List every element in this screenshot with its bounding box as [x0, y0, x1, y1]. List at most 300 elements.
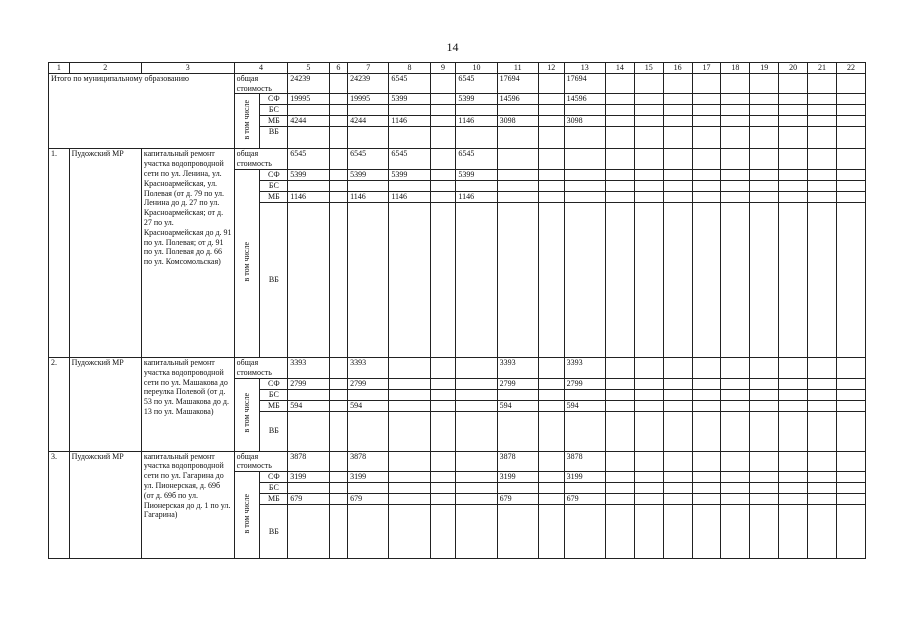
value-cell [430, 505, 456, 559]
empty-cell [605, 169, 634, 180]
empty-cell [808, 169, 837, 180]
value-cell: 1146 [456, 116, 497, 127]
district-name: Пудожский МР [69, 149, 141, 358]
empty-cell [692, 472, 721, 483]
total-label: Итого по муниципальному образованию [49, 73, 235, 149]
value-cell: 2799 [497, 378, 538, 389]
column-number: 2 [69, 63, 141, 74]
column-number: 17 [692, 63, 721, 74]
empty-cell [692, 411, 721, 451]
empty-cell [721, 73, 750, 94]
value-cell: 3878 [288, 451, 329, 472]
value-cell: 6545 [348, 149, 389, 170]
empty-cell [750, 94, 779, 105]
empty-cell [692, 180, 721, 191]
empty-cell [808, 357, 837, 378]
value-cell [564, 505, 605, 559]
empty-cell [634, 505, 663, 559]
value-cell: 6545 [389, 73, 430, 94]
empty-cell [721, 505, 750, 559]
column-number: 15 [634, 63, 663, 74]
value-cell: 3199 [564, 472, 605, 483]
value-cell [538, 149, 564, 170]
value-cell [430, 411, 456, 451]
value-cell [329, 191, 348, 202]
value-cell [430, 357, 456, 378]
value-cell [430, 400, 456, 411]
funding-source-code: МБ [260, 116, 288, 127]
value-cell [329, 105, 348, 116]
empty-cell [750, 180, 779, 191]
empty-cell [836, 472, 865, 483]
empty-cell [605, 180, 634, 191]
empty-cell [721, 411, 750, 451]
value-cell [538, 105, 564, 116]
general-cost-label: общая стоимость [234, 149, 288, 170]
value-cell [329, 116, 348, 127]
value-cell [564, 169, 605, 180]
value-cell [288, 180, 329, 191]
funding-source-code: ВБ [260, 202, 288, 357]
value-cell [288, 483, 329, 494]
value-cell [456, 451, 497, 472]
empty-cell [836, 400, 865, 411]
value-cell [538, 180, 564, 191]
empty-cell [808, 494, 837, 505]
value-cell: 14596 [497, 94, 538, 105]
value-cell [538, 505, 564, 559]
value-cell: 679 [564, 494, 605, 505]
value-cell: 3393 [564, 357, 605, 378]
empty-cell [808, 389, 837, 400]
general-cost-label: общая стоимость [234, 451, 288, 472]
value-cell [389, 127, 430, 149]
column-number: 1 [49, 63, 70, 74]
empty-cell [721, 202, 750, 357]
empty-cell [605, 357, 634, 378]
empty-cell [808, 378, 837, 389]
value-cell [538, 400, 564, 411]
empty-cell [750, 378, 779, 389]
column-number: 5 [288, 63, 329, 74]
empty-cell [721, 105, 750, 116]
including-label-text: в том числе [242, 242, 252, 282]
value-cell [329, 378, 348, 389]
value-cell [348, 483, 389, 494]
empty-cell [836, 149, 865, 170]
empty-cell [836, 389, 865, 400]
value-cell: 3393 [348, 357, 389, 378]
value-cell: 19995 [348, 94, 389, 105]
empty-cell [836, 378, 865, 389]
funding-source-code: БС [260, 180, 288, 191]
empty-cell [779, 105, 808, 116]
empty-cell [663, 116, 692, 127]
empty-cell [692, 127, 721, 149]
empty-cell [663, 494, 692, 505]
empty-cell [634, 483, 663, 494]
column-number: 10 [456, 63, 497, 74]
value-cell [430, 116, 456, 127]
value-cell: 4244 [348, 116, 389, 127]
column-number: 4 [234, 63, 288, 74]
empty-cell [721, 127, 750, 149]
empty-cell [779, 202, 808, 357]
value-cell [538, 127, 564, 149]
value-cell [430, 191, 456, 202]
entry-number: 1. [49, 149, 70, 358]
value-cell [456, 105, 497, 116]
empty-cell [692, 116, 721, 127]
empty-cell [663, 73, 692, 94]
value-cell [497, 105, 538, 116]
value-cell [329, 494, 348, 505]
column-number: 13 [564, 63, 605, 74]
empty-cell [750, 357, 779, 378]
empty-cell [836, 169, 865, 180]
value-cell [456, 483, 497, 494]
value-cell [538, 116, 564, 127]
empty-cell [808, 472, 837, 483]
including-label [234, 472, 260, 559]
value-cell [430, 494, 456, 505]
column-number: 18 [721, 63, 750, 74]
value-cell [389, 389, 430, 400]
funding-source-code: ВБ [260, 411, 288, 451]
empty-cell [836, 451, 865, 472]
empty-cell [663, 411, 692, 451]
including-label [234, 94, 260, 149]
empty-cell [692, 389, 721, 400]
empty-cell [663, 149, 692, 170]
empty-cell [836, 494, 865, 505]
value-cell [389, 357, 430, 378]
value-cell [430, 389, 456, 400]
empty-cell [836, 191, 865, 202]
empty-cell [721, 116, 750, 127]
value-cell [329, 169, 348, 180]
value-cell [538, 378, 564, 389]
value-cell [456, 389, 497, 400]
empty-cell [808, 149, 837, 170]
value-cell: 6545 [389, 149, 430, 170]
value-cell [497, 180, 538, 191]
empty-cell [750, 483, 779, 494]
empty-cell [721, 472, 750, 483]
column-number: 19 [750, 63, 779, 74]
work-description: капитальный ремонт участка водопроводной сети по ул. Ленина, ул. Красноармейская, ул. Полевая (от д. 79 по ул. Ленина до д. 27 по ул. Красноармейская; от д. 27 по ул. Красноармейская до д. 91 по ул. Полевая; от д. 91 по ул. Полевая до д. 66 по ул. Комсомольская) [141, 149, 234, 358]
value-cell [456, 357, 497, 378]
empty-cell [721, 483, 750, 494]
value-cell [456, 180, 497, 191]
empty-cell [634, 127, 663, 149]
value-cell [430, 94, 456, 105]
value-cell [329, 389, 348, 400]
column-number: 9 [430, 63, 456, 74]
empty-cell [692, 378, 721, 389]
empty-cell [779, 73, 808, 94]
empty-cell [836, 180, 865, 191]
empty-cell [692, 451, 721, 472]
value-cell [456, 378, 497, 389]
column-number: 22 [836, 63, 865, 74]
value-cell [456, 472, 497, 483]
value-cell [564, 149, 605, 170]
value-cell [538, 94, 564, 105]
empty-cell [750, 494, 779, 505]
empty-cell [750, 127, 779, 149]
value-cell [456, 127, 497, 149]
value-cell [329, 127, 348, 149]
empty-cell [605, 389, 634, 400]
value-cell [329, 400, 348, 411]
empty-cell [836, 357, 865, 378]
empty-cell [779, 472, 808, 483]
empty-cell [779, 389, 808, 400]
empty-cell [692, 400, 721, 411]
empty-cell [605, 411, 634, 451]
empty-cell [750, 191, 779, 202]
funding-source-code: БС [260, 483, 288, 494]
value-cell [456, 411, 497, 451]
empty-cell [605, 400, 634, 411]
value-cell [329, 357, 348, 378]
value-cell [497, 505, 538, 559]
empty-cell [808, 400, 837, 411]
empty-cell [634, 94, 663, 105]
empty-cell [692, 169, 721, 180]
empty-cell [605, 202, 634, 357]
entry-row [49, 357, 866, 378]
value-cell [329, 180, 348, 191]
value-cell: 17694 [564, 73, 605, 94]
empty-cell [721, 180, 750, 191]
value-cell [430, 180, 456, 191]
empty-cell [663, 505, 692, 559]
value-cell: 6545 [456, 149, 497, 170]
value-cell [389, 105, 430, 116]
value-cell: 3393 [288, 357, 329, 378]
value-cell [430, 105, 456, 116]
value-cell [430, 451, 456, 472]
value-cell: 5399 [456, 169, 497, 180]
column-number: 21 [808, 63, 837, 74]
value-cell [389, 505, 430, 559]
funding-source-code: ВБ [260, 127, 288, 149]
value-cell [430, 202, 456, 357]
value-cell [348, 180, 389, 191]
empty-cell [605, 73, 634, 94]
empty-cell [692, 94, 721, 105]
value-cell [430, 169, 456, 180]
value-cell: 594 [348, 400, 389, 411]
value-cell [329, 202, 348, 357]
funding-source-code: СФ [260, 94, 288, 105]
column-number: 16 [663, 63, 692, 74]
value-cell [329, 451, 348, 472]
empty-cell [605, 378, 634, 389]
value-cell [430, 378, 456, 389]
empty-cell [663, 357, 692, 378]
value-cell: 2799 [288, 378, 329, 389]
value-cell [329, 73, 348, 94]
empty-cell [779, 505, 808, 559]
value-cell: 1146 [389, 116, 430, 127]
empty-cell [663, 127, 692, 149]
column-number: 7 [348, 63, 389, 74]
empty-cell [605, 483, 634, 494]
empty-cell [634, 73, 663, 94]
empty-cell [663, 94, 692, 105]
empty-cell [692, 73, 721, 94]
value-cell: 5399 [456, 94, 497, 105]
funding-source-code: МБ [260, 400, 288, 411]
value-cell [538, 451, 564, 472]
value-cell: 3393 [497, 357, 538, 378]
value-cell [348, 389, 389, 400]
column-number: 11 [497, 63, 538, 74]
value-cell [288, 202, 329, 357]
value-cell [288, 505, 329, 559]
empty-cell [808, 180, 837, 191]
value-cell [430, 127, 456, 149]
empty-cell [663, 191, 692, 202]
empty-cell [750, 149, 779, 170]
value-cell: 594 [288, 400, 329, 411]
value-cell [430, 149, 456, 170]
column-number: 6 [329, 63, 348, 74]
value-cell: 679 [288, 494, 329, 505]
value-cell [564, 105, 605, 116]
value-cell [538, 411, 564, 451]
value-cell [564, 202, 605, 357]
value-cell: 4244 [288, 116, 329, 127]
empty-cell [692, 202, 721, 357]
general-cost-label: общая стоимость [234, 357, 288, 378]
empty-cell [779, 180, 808, 191]
including-label-text: в том числе [242, 100, 252, 140]
empty-cell [634, 400, 663, 411]
value-cell [329, 94, 348, 105]
empty-cell [779, 357, 808, 378]
column-number: 8 [389, 63, 430, 74]
empty-cell [692, 357, 721, 378]
funding-source-code: СФ [260, 472, 288, 483]
value-cell: 6545 [288, 149, 329, 170]
value-cell: 5399 [348, 169, 389, 180]
empty-cell [721, 149, 750, 170]
empty-cell [750, 472, 779, 483]
funding-source-code: БС [260, 105, 288, 116]
value-cell [456, 202, 497, 357]
empty-cell [836, 411, 865, 451]
value-cell [389, 472, 430, 483]
empty-cell [692, 494, 721, 505]
empty-cell [634, 169, 663, 180]
empty-cell [779, 127, 808, 149]
empty-cell [750, 411, 779, 451]
entry-number: 3. [49, 451, 70, 559]
value-cell [389, 180, 430, 191]
empty-cell [692, 149, 721, 170]
value-cell: 594 [497, 400, 538, 411]
value-cell [288, 411, 329, 451]
empty-cell [605, 494, 634, 505]
value-cell [329, 483, 348, 494]
value-cell [288, 105, 329, 116]
column-number-row [49, 63, 866, 74]
empty-cell [750, 105, 779, 116]
empty-cell [808, 483, 837, 494]
total-row [49, 73, 866, 94]
general-cost-label: общая стоимость [234, 73, 288, 94]
empty-cell [836, 73, 865, 94]
value-cell: 24239 [348, 73, 389, 94]
empty-cell [721, 389, 750, 400]
value-cell [389, 400, 430, 411]
empty-cell [634, 451, 663, 472]
empty-cell [692, 105, 721, 116]
financing-table [48, 62, 866, 559]
empty-cell [808, 127, 837, 149]
district-name: Пудожский МР [69, 357, 141, 451]
empty-cell [634, 202, 663, 357]
value-cell [538, 357, 564, 378]
empty-cell [808, 202, 837, 357]
empty-cell [779, 378, 808, 389]
value-cell: 2799 [348, 378, 389, 389]
empty-cell [836, 202, 865, 357]
value-cell: 5399 [389, 169, 430, 180]
empty-cell [605, 191, 634, 202]
value-cell [538, 169, 564, 180]
value-cell: 19995 [288, 94, 329, 105]
empty-cell [779, 451, 808, 472]
empty-cell [779, 116, 808, 127]
value-cell [389, 483, 430, 494]
including-label [234, 378, 260, 451]
value-cell [497, 149, 538, 170]
value-cell: 3878 [564, 451, 605, 472]
empty-cell [721, 378, 750, 389]
empty-cell [779, 169, 808, 180]
empty-cell [605, 505, 634, 559]
column-number: 20 [779, 63, 808, 74]
empty-cell [634, 472, 663, 483]
empty-cell [808, 411, 837, 451]
empty-cell [779, 411, 808, 451]
value-cell: 1146 [456, 191, 497, 202]
funding-source-code: СФ [260, 169, 288, 180]
value-cell [430, 472, 456, 483]
empty-cell [692, 483, 721, 494]
value-cell [430, 483, 456, 494]
funding-source-code: СФ [260, 378, 288, 389]
empty-cell [663, 169, 692, 180]
value-cell [564, 483, 605, 494]
page-number: 14 [446, 40, 459, 54]
value-cell [430, 73, 456, 94]
value-cell: 3878 [348, 451, 389, 472]
empty-cell [692, 505, 721, 559]
empty-cell [836, 505, 865, 559]
entry-row [49, 149, 866, 170]
value-cell: 14596 [564, 94, 605, 105]
empty-cell [808, 94, 837, 105]
empty-cell [750, 73, 779, 94]
value-cell: 3878 [497, 451, 538, 472]
empty-cell [836, 116, 865, 127]
